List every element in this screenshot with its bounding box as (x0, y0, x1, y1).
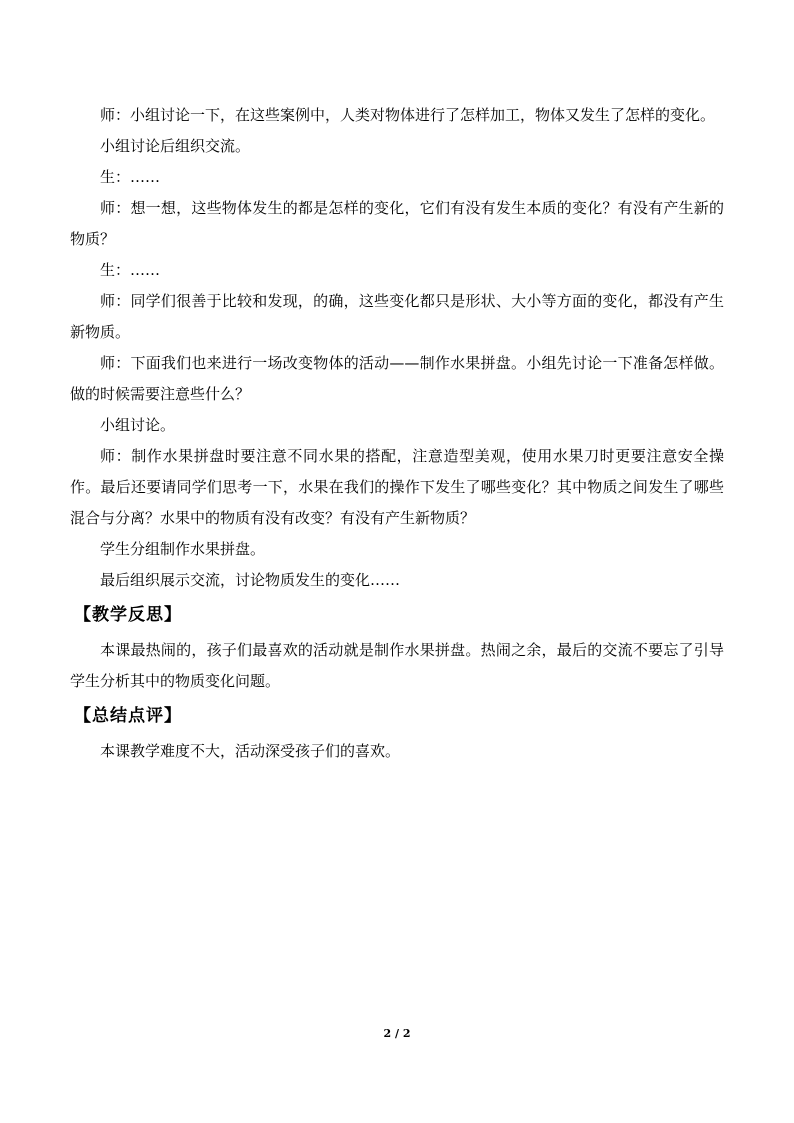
paragraph: 最后组织展示交流，讨论物质发生的变化…… (100, 571, 401, 589)
reflection-section (70, 635, 724, 697)
paragraph: 小组讨论。 (100, 416, 176, 434)
summary-heading: 【总结点评】 (74, 706, 182, 726)
reflection-heading: 【教学反思】 (74, 605, 182, 625)
paragraph: 师：下面我们也来进行一场改变物体的活动——制作水果拼盘。小组先讨论一下准备怎样做。做的时候需要注意些什么？ (70, 354, 724, 403)
reflection-text: 本课最热闹的，孩子们最喜欢的活动就是制作水果拼盘。热闹之余，最后的交流不要忘了引导学生分析其中的物质变化问题。 (70, 641, 724, 690)
paragraph: 小组讨论后组织交流。 (100, 137, 251, 155)
document-page (70, 100, 724, 771)
page-number: 2 / 2 (383, 1027, 411, 1040)
paragraph: 师：小组讨论一下，在这些案例中，人类对物体进行了怎样加工，物体又发生了怎样的变化。 (100, 106, 716, 124)
paragraph: 师：制作水果拼盘时要注意不同水果的搭配，注意造型美观，使用水果刀时更要注意安全操作。最后还要请同学们思考一下，水果在我们的操作下发生了哪些变化？其中物质之间发生了哪些混合与分离？水果中的物质有没有改变？有没有产生新物质？ (70, 447, 724, 527)
paragraph: 师：同学们很善于比较和发现，的确，这些变化都只是形状、大小等方面的变化，都没有产生新物质。 (70, 292, 724, 341)
paragraph: 生：…… (100, 168, 161, 186)
summary-text: 本课教学难度不大，活动深受孩子们的喜欢。 (100, 742, 401, 760)
paragraph: 学生分组制作水果拼盘。 (100, 540, 266, 558)
paragraph: 生：…… (100, 261, 161, 279)
paragraph: 师：想一想，这些物体发生的都是怎样的变化，它们有没有发生本质的变化？有没有产生新的物质？ (70, 199, 724, 248)
summary-section (70, 736, 724, 767)
lesson-dialogue (70, 100, 724, 596)
